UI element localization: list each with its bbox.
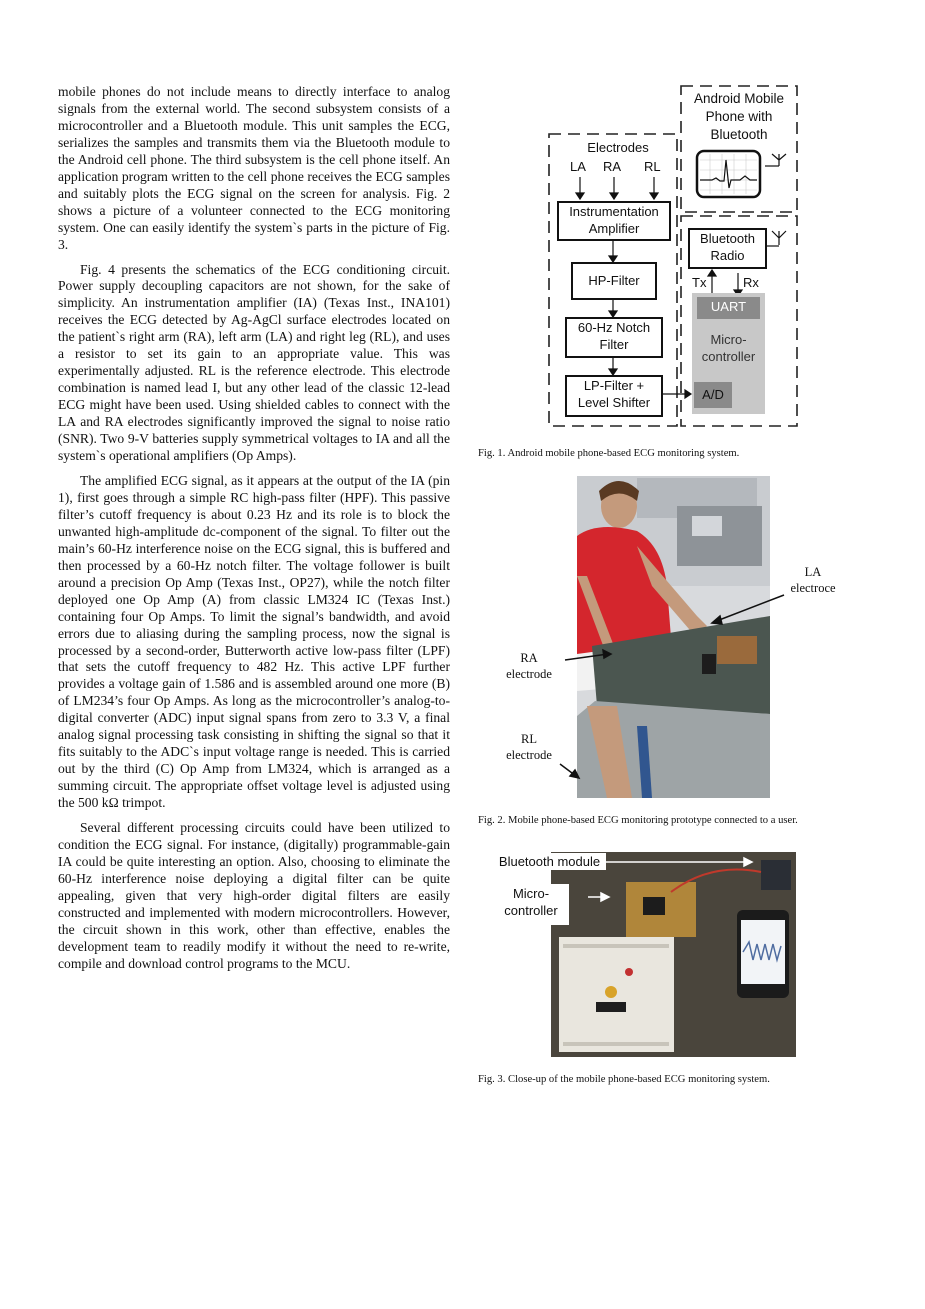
figure-1-lines: [0, 0, 925, 440]
rl-electrode-label: RL electrode: [506, 732, 552, 762]
bluetooth-radio-block: Bluetooth Radio: [688, 228, 767, 269]
electrodes-label: Electrodes: [587, 140, 649, 155]
la-label: LA: [570, 159, 586, 174]
ra-electrode-label: RA electrode: [506, 651, 552, 681]
ad-label: A/D: [702, 387, 724, 402]
phone-label: Android Mobile Phone with Bluetooth: [693, 91, 785, 142]
notch-filter-block: 60-Hz Notch Filter: [565, 317, 663, 358]
figure-3-pointers: [0, 850, 925, 930]
tx-label: Tx: [692, 275, 707, 290]
bluetooth-module-label: Bluetooth module: [493, 853, 606, 870]
lp-filter-block: LP-Filter + Level Shifter: [565, 375, 663, 417]
ra-label: RA: [603, 159, 622, 174]
paragraph-3: The amplified ECG signal, as it appears at the output of the IA (pin 1), first goes through a simple RC high-pass filter (HPF). This passive filter’s cutoff frequency is about 0.23 Hz and its role is to block the unwanted high-amplitude dc-component of the signal. To filter out the main’s 60-Hz interference noise on the ECG signal, this is buffered and then processed by a 60-Hz notch filter. The voltage follower is built around a precision Op Amp (Texas Inst., OP27), while the notch filter deployed one Op Amp (A) from classic LM324 IC (Texas Inst.) containing four Op Amps. To limit the signal’s bandwidth, and avoid errors due to aliasing during the sampling process, now the signal is processed by a second-order, Butterworth active low-pass filter (LPF) that sets the cutoff frequency to 482 Hz. This active LPF further provides a voltage gain of 1.586 and is assembled around one more (B) of LM234’s four Op Amps. As long as the microcontroller’s analog-to-digital converter (ADC) input signal spans from zero to 3.3 V, a final analog signal processing task consisting in shifting the signal so that it fits suitably to the ADC`s input voltage range is needed. This is carried out by the third (C) Op Amp from LM324, which is arranged as a summing circuit. The appropriate offset voltage level is adjusted using the 500 kΩ trimpot.: [58, 472, 450, 811]
figure-3-caption: Fig. 3. Close-up of the mobile phone-based ECG monitoring system.: [478, 1074, 770, 1085]
figure-1-caption: Fig. 1. Android mobile phone-based ECG monitoring system.: [478, 448, 740, 459]
paragraph-1: mobile phones do not include means to directly interface to analog signals from the external world. The second subsystem consists of a microcontroller and a Bluetooth module. This unit samples the ECG, serializes the samples and transmits them via the Bluetooth module to the Android cell phone. The third subsystem is the cell phone itself. An application program written to the cell phone receives the ECG samples and suitably plots the ECG signal on the screen for analysis. Fig. 2 shows a picture of a volunteer connected to the ECG monitoring system. One can easily identify the system`s parts in the picture of Fig. 3.: [58, 84, 450, 252]
microcontroller-label: Micro- controller: [701, 332, 756, 364]
instrumentation-amplifier-block: Instrumentation Amplifier: [557, 201, 671, 241]
paragraph-2: Fig. 4 presents the schematics of the ECG conditioning circuit. Power supply decoupling capacitors are not shown, for the sake of simplicity. An instrumentation amplifier (IA) (Texas Inst., INA101) receives the ECG detected by Ag-AgCl surface electrodes located on the patient`s right arm (RA), left arm (LA) and right leg (RL), and uses a resistor to set its gain to an appropriate value. This was experimentally adjusted. RL is the reference electrode. This electrode combination is named lead I, but any other lead of the classic 12-lead ECG might have been used. Using shielded cables to connect with the LA and RA electrodes significantly improved the signal to noise ratio (SNR). Two 9-V batteries supply symmetrical voltages to IA and all the system`s operational amplifiers (Op Amps).: [58, 261, 450, 464]
figure-2-caption: Fig. 2. Mobile phone-based ECG monitoring prototype connected to a user.: [478, 815, 798, 826]
uart-label: UART: [710, 299, 747, 314]
figure-2-pointers: [0, 476, 925, 816]
hp-filter-block: HP-Filter: [571, 262, 657, 300]
rl-label: RL: [644, 159, 661, 174]
paragraph-4: Several different processing circuits could have been utilized to condition the ECG signal. For instance, (digitally) programmable-gain IA could be quite interesting an option. Also, choosing to eliminate the 60-Hz interference noise deploying a digital filter can be quite appealing, given that very high-order digital filters are easily constructed and implemented with modern microcontrollers. However, the circuit shown in this work, other than effective, enables the development team to readily modify it without the need to re-write, compile and download control programs to the MCU.: [58, 820, 450, 971]
microcontroller-photo-label: Micro- controller: [493, 884, 569, 925]
rx-label: Rx: [743, 275, 759, 290]
la-electrode-label: LA electroce: [790, 565, 836, 595]
